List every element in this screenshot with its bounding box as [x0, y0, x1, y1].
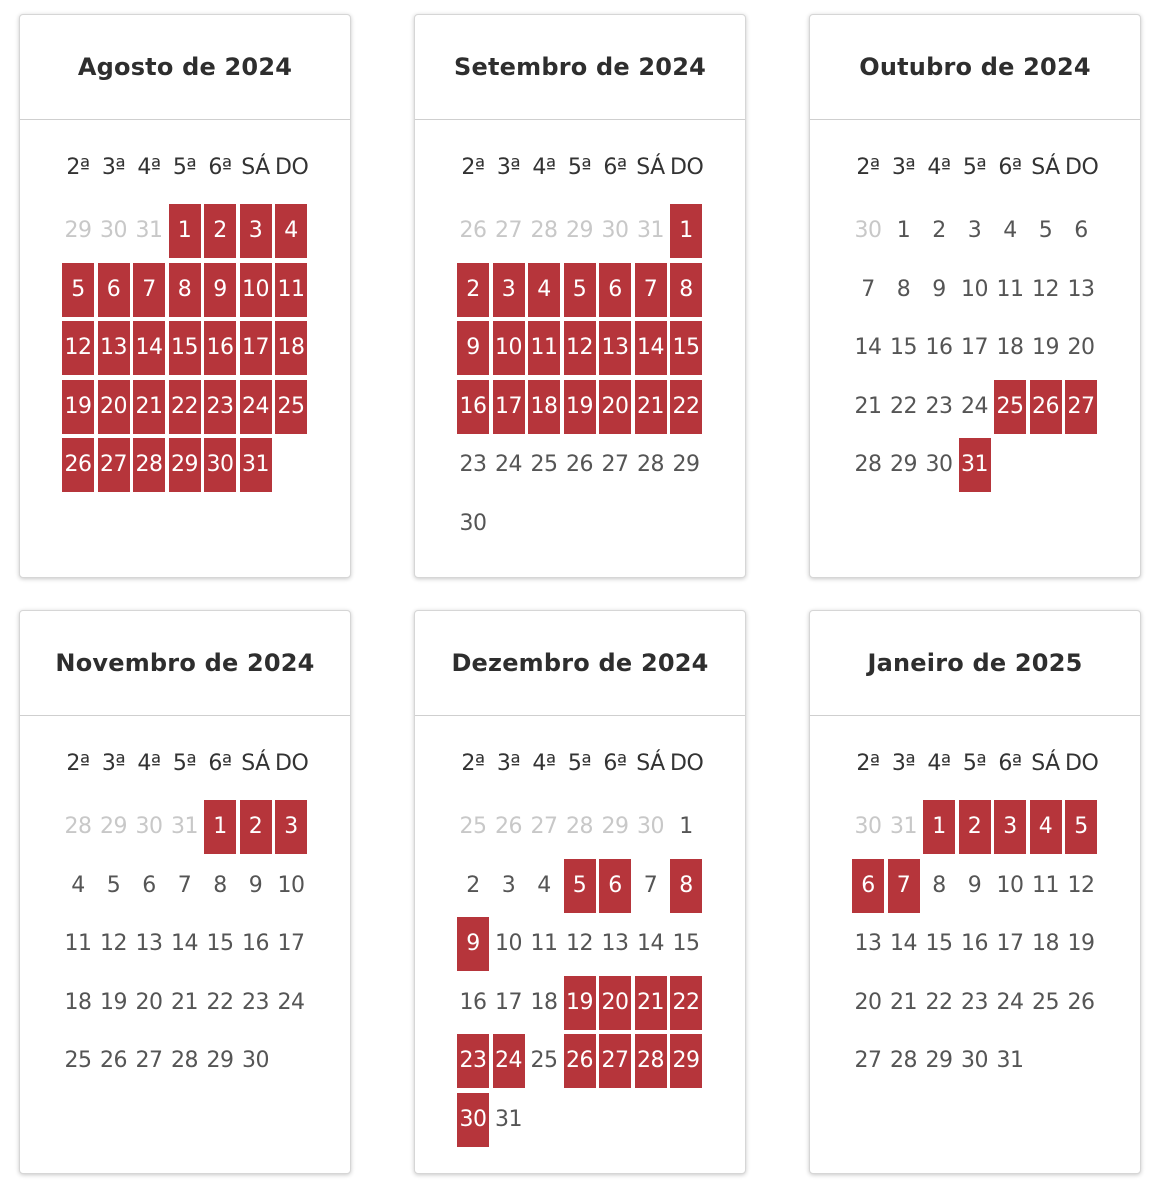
day-cell-other-month: 29	[566, 218, 593, 243]
day-cell-highlighted[interactable]: 29	[169, 438, 201, 492]
day-cell-highlighted[interactable]: 26	[564, 1034, 596, 1088]
day-cell[interactable]: 20	[1067, 335, 1095, 360]
day-cell[interactable]: 15	[925, 931, 953, 956]
weekday-label: SÁ	[636, 751, 665, 776]
day-cell[interactable]: 10	[961, 276, 988, 302]
day-cell[interactable]: 13	[601, 931, 629, 956]
day-cell-other-month: 30	[100, 218, 127, 243]
day-cell[interactable]: 4	[71, 872, 85, 898]
weekday-label: 2ª	[66, 155, 90, 180]
day-cell[interactable]: 18	[1032, 931, 1059, 956]
day-cell[interactable]: 30	[459, 510, 487, 536]
month-title: Agosto de 2024	[20, 15, 350, 120]
day-cell-highlighted[interactable]: 14	[635, 321, 667, 375]
day-cell-highlighted[interactable]: 31	[959, 438, 991, 492]
day-cell[interactable]: 12	[1032, 276, 1059, 302]
day-cell[interactable]: 13	[854, 931, 882, 956]
day-cell-other-month: 30	[854, 218, 882, 243]
day-cell-highlighted[interactable]: 12	[62, 321, 94, 375]
day-cell[interactable]: 28	[854, 452, 882, 477]
day-cell-highlighted[interactable]: 2	[204, 204, 236, 258]
day-cell[interactable]: 13	[1067, 276, 1095, 302]
day-cell-highlighted[interactable]: 9	[204, 263, 236, 317]
day-cell-highlighted[interactable]: 5	[62, 263, 94, 317]
day-cell-highlighted[interactable]: 19	[62, 380, 94, 434]
day-cell-highlighted[interactable]: 13	[98, 321, 130, 375]
day-cell-highlighted[interactable]: 12	[564, 321, 596, 375]
day-cell[interactable]: 15	[206, 931, 234, 956]
day-cell-highlighted[interactable]: 6	[599, 859, 631, 913]
day-cell-highlighted[interactable]: 5	[564, 859, 596, 913]
day-cell[interactable]: 17	[277, 931, 305, 956]
day-cell[interactable]: 1	[896, 218, 911, 243]
weekday-label: 5ª	[172, 155, 197, 180]
weekday-label: 4ª	[137, 751, 161, 776]
day-cell-other-month: 29	[100, 814, 127, 839]
weekday-label: 5ª	[567, 155, 592, 180]
weekday-label: 6ª	[208, 751, 232, 776]
day-cell[interactable]: 27	[601, 452, 629, 477]
day-cell-highlighted[interactable]: 23	[204, 380, 236, 434]
day-cell[interactable]: 19	[100, 989, 127, 1015]
day-cell-highlighted[interactable]: 23	[457, 1034, 489, 1088]
day-cell-highlighted[interactable]: 25	[994, 380, 1026, 434]
day-cell[interactable]: 10	[495, 931, 522, 956]
day-cell[interactable]: 30	[961, 1048, 988, 1073]
day-cell-highlighted[interactable]: 7	[888, 859, 920, 913]
day-cell[interactable]: 8	[213, 872, 227, 898]
weekday-label: 6ª	[603, 155, 627, 180]
day-cell[interactable]: 10	[277, 872, 305, 898]
day-cell[interactable]: 30	[925, 452, 953, 477]
weekday-label: DO	[1065, 751, 1099, 776]
day-cell[interactable]: 20	[854, 989, 882, 1015]
weekday-label: 6ª	[998, 751, 1022, 776]
weekday-label: 3ª	[891, 751, 916, 776]
day-cell[interactable]: 29	[925, 1048, 953, 1073]
day-cell-highlighted[interactable]: 13	[599, 321, 631, 375]
day-cell[interactable]: 16	[459, 989, 487, 1015]
weekday-label: 3ª	[101, 155, 126, 180]
day-cell-other-month: 28	[64, 814, 92, 839]
weekday-label: 2ª	[856, 751, 880, 776]
month-title: Janeiro de 2025	[810, 611, 1140, 716]
day-cell-other-month: 30	[854, 814, 882, 839]
day-cell[interactable]: 14	[890, 931, 917, 956]
day-cell[interactable]: 17	[961, 335, 988, 360]
day-cell[interactable]: 23	[925, 393, 953, 419]
weekday-label: 3ª	[101, 751, 126, 776]
day-cell[interactable]: 7	[177, 872, 192, 898]
day-cell-highlighted[interactable]: 22	[670, 380, 702, 434]
day-cell[interactable]: 22	[206, 989, 234, 1015]
weekday-label: 4ª	[137, 155, 161, 180]
day-cell-highlighted[interactable]: 7	[635, 263, 667, 317]
month-card-4	[414, 610, 746, 1174]
day-cell-other-month: 31	[171, 814, 198, 839]
month-card-0	[19, 14, 351, 578]
day-cell[interactable]: 25	[530, 1048, 558, 1073]
day-cell-other-month: 31	[135, 218, 163, 243]
day-cell[interactable]: 31	[495, 1106, 522, 1132]
month-card-2	[809, 14, 1141, 578]
day-cell-highlighted[interactable]: 6	[599, 263, 631, 317]
day-cell-highlighted[interactable]: 26	[1030, 380, 1062, 434]
day-cell-highlighted[interactable]: 24	[493, 1034, 525, 1088]
day-cell-other-month: 31	[890, 814, 917, 839]
day-cell[interactable]: 8	[932, 872, 946, 898]
day-cell[interactable]: 18	[64, 989, 92, 1015]
day-cell[interactable]: 21	[171, 989, 198, 1015]
day-cell-highlighted[interactable]: 15	[670, 321, 702, 375]
day-cell-highlighted[interactable]: 5	[564, 263, 596, 317]
day-cell[interactable]: 6	[142, 872, 156, 898]
weekday-label: 4ª	[927, 751, 951, 776]
day-cell[interactable]: 14	[854, 335, 882, 360]
day-cell[interactable]: 11	[1032, 872, 1059, 898]
weekday-label: 6ª	[208, 155, 232, 180]
day-cell-highlighted[interactable]: 6	[852, 859, 884, 913]
weekday-label: DO	[275, 751, 309, 776]
day-cell-other-month: 27	[495, 218, 522, 243]
weekday-label: 3ª	[496, 751, 521, 776]
weekday-label: SÁ	[241, 155, 270, 180]
day-cell-highlighted[interactable]: 1	[204, 800, 236, 854]
weekday-label: SÁ	[1031, 155, 1060, 180]
weekday-label: 5ª	[172, 751, 197, 776]
day-cell[interactable]: 24	[495, 452, 522, 477]
weekday-label: 2ª	[461, 155, 485, 180]
day-cell[interactable]: 19	[1032, 335, 1059, 360]
day-cell-other-month: 29	[601, 814, 629, 839]
day-cell-highlighted[interactable]: 19	[564, 380, 596, 434]
day-cell-other-month: 25	[459, 814, 487, 839]
day-cell-other-month: 28	[530, 218, 558, 243]
day-cell-highlighted[interactable]: 3	[275, 800, 307, 854]
day-cell[interactable]: 24	[961, 393, 988, 419]
day-cell-highlighted[interactable]: 20	[599, 380, 631, 434]
day-cell-highlighted[interactable]: 28	[635, 1034, 667, 1088]
day-cell[interactable]: 3	[967, 218, 982, 243]
day-cell[interactable]: 28	[637, 452, 664, 477]
month-title: Setembro de 2024	[415, 15, 745, 120]
day-cell[interactable]: 22	[925, 989, 953, 1015]
weekday-label: 3ª	[496, 155, 521, 180]
day-cell[interactable]: 23	[242, 989, 269, 1015]
day-cell-highlighted[interactable]: 21	[635, 976, 667, 1030]
month-title: Novembro de 2024	[20, 611, 350, 716]
day-cell[interactable]: 17	[996, 931, 1024, 956]
day-cell-highlighted[interactable]: 8	[670, 859, 702, 913]
weekday-label: 2ª	[461, 751, 485, 776]
month-card-5	[809, 610, 1141, 1174]
weekday-label: SÁ	[636, 155, 665, 180]
month-card-1	[414, 14, 746, 578]
day-cell-highlighted[interactable]: 21	[133, 380, 165, 434]
day-cell-highlighted[interactable]: 4	[275, 204, 307, 258]
day-cell[interactable]: 24	[277, 989, 305, 1015]
day-cell[interactable]: 26	[1067, 989, 1095, 1015]
weekday-label: DO	[275, 155, 309, 180]
day-cell[interactable]: 31	[996, 1048, 1024, 1073]
day-cell-highlighted[interactable]: 4	[1030, 800, 1062, 854]
weekday-label: 4ª	[532, 155, 556, 180]
weekday-label: 5ª	[567, 751, 592, 776]
day-cell[interactable]: 18	[530, 989, 558, 1015]
weekday-label: 2ª	[856, 155, 880, 180]
day-cell-other-month: 30	[637, 814, 664, 839]
day-cell[interactable]: 18	[996, 335, 1024, 360]
day-cell-highlighted[interactable]: 9	[457, 321, 489, 375]
weekday-label: 5ª	[962, 155, 987, 180]
day-cell-highlighted[interactable]: 27	[1065, 380, 1097, 434]
day-cell[interactable]: 8	[896, 276, 911, 302]
day-cell-highlighted[interactable]: 10	[240, 263, 272, 317]
weekday-label: 2ª	[66, 751, 90, 776]
day-cell-highlighted[interactable]: 20	[599, 976, 631, 1030]
day-cell-highlighted[interactable]: 31	[240, 438, 272, 492]
day-cell[interactable]: 28	[890, 1048, 917, 1073]
weekday-label: 4ª	[927, 155, 951, 180]
day-cell-highlighted[interactable]: 26	[62, 438, 94, 492]
day-cell-highlighted[interactable]: 11	[275, 263, 307, 317]
day-cell-highlighted[interactable]: 2	[959, 800, 991, 854]
day-cell[interactable]: 4	[537, 872, 551, 898]
day-cell-highlighted[interactable]: 3	[240, 204, 272, 258]
day-cell-highlighted[interactable]: 16	[204, 321, 236, 375]
day-cell[interactable]: 11	[64, 931, 92, 956]
day-cell[interactable]: 26	[566, 452, 593, 477]
day-cell[interactable]: 10	[996, 872, 1024, 898]
day-cell-highlighted[interactable]: 28	[133, 438, 165, 492]
day-cell-highlighted[interactable]: 10	[493, 321, 525, 375]
day-cell-highlighted[interactable]: 16	[457, 380, 489, 434]
day-cell-highlighted[interactable]: 17	[493, 380, 525, 434]
day-cell[interactable]: 14	[171, 931, 198, 956]
day-cell[interactable]: 12	[566, 931, 593, 956]
day-cell[interactable]: 16	[961, 931, 988, 956]
day-cell-other-month: 27	[530, 814, 558, 839]
day-cell[interactable]: 25	[1032, 989, 1059, 1015]
day-cell[interactable]: 17	[495, 989, 522, 1015]
day-cell[interactable]: 19	[1067, 931, 1095, 956]
weekday-label: 4ª	[532, 751, 556, 776]
day-cell-highlighted[interactable]: 4	[528, 263, 560, 317]
month-title: Outubro de 2024	[810, 15, 1140, 120]
day-cell-highlighted[interactable]: 1	[169, 204, 201, 258]
day-cell-highlighted[interactable]: 3	[994, 800, 1026, 854]
day-cell-highlighted[interactable]: 27	[98, 438, 130, 492]
day-cell[interactable]: 15	[672, 931, 700, 956]
day-cell-highlighted[interactable]: 8	[670, 263, 702, 317]
day-cell[interactable]: 2	[466, 872, 480, 898]
day-cell[interactable]: 11	[530, 931, 558, 956]
day-cell[interactable]: 5	[1038, 218, 1053, 243]
day-cell[interactable]: 28	[171, 1048, 198, 1073]
day-cell-highlighted[interactable]: 18	[528, 380, 560, 434]
day-cell[interactable]: 9	[932, 276, 946, 302]
day-cell-highlighted[interactable]: 17	[240, 321, 272, 375]
day-cell[interactable]: 20	[135, 989, 163, 1015]
day-cell[interactable]: 15	[890, 335, 917, 360]
weekday-label: 5ª	[962, 751, 987, 776]
day-cell-highlighted[interactable]: 1	[670, 204, 702, 258]
day-cell-highlighted[interactable]: 19	[564, 976, 596, 1030]
month-card-3	[19, 610, 351, 1174]
day-cell-highlighted[interactable]: 24	[240, 380, 272, 434]
day-cell-highlighted[interactable]: 9	[457, 917, 489, 971]
day-cell-other-month: 31	[637, 218, 664, 243]
day-cell[interactable]: 12	[100, 931, 127, 956]
day-cell[interactable]: 12	[1067, 872, 1095, 898]
day-cell-highlighted[interactable]: 18	[275, 321, 307, 375]
day-cell[interactable]: 29	[890, 452, 917, 477]
day-cell-highlighted[interactable]: 6	[98, 263, 130, 317]
day-cell[interactable]: 1	[679, 814, 693, 839]
day-cell[interactable]: 13	[135, 931, 163, 956]
weekday-label: DO	[670, 155, 704, 180]
day-cell-highlighted[interactable]: 22	[169, 380, 201, 434]
day-cell[interactable]: 24	[996, 989, 1024, 1015]
day-cell[interactable]: 25	[530, 452, 558, 477]
day-cell[interactable]: 2	[932, 218, 946, 243]
day-cell-highlighted[interactable]: 14	[133, 321, 165, 375]
day-cell-highlighted[interactable]: 3	[493, 263, 525, 317]
day-cell[interactable]: 27	[135, 1048, 163, 1073]
day-cell-other-month: 28	[566, 814, 593, 839]
day-cell-highlighted[interactable]: 2	[240, 800, 272, 854]
day-cell-highlighted[interactable]: 7	[133, 263, 165, 317]
day-cell[interactable]: 9	[248, 872, 263, 898]
day-cell-highlighted[interactable]: 20	[98, 380, 130, 434]
day-cell-highlighted[interactable]: 1	[923, 800, 955, 854]
day-cell-highlighted[interactable]: 8	[169, 263, 201, 317]
day-cell-highlighted[interactable]: 11	[528, 321, 560, 375]
weekday-label: 6ª	[998, 155, 1022, 180]
day-cell[interactable]: 23	[459, 452, 487, 477]
day-cell[interactable]: 23	[961, 989, 988, 1015]
weekday-label: DO	[670, 751, 704, 776]
day-cell[interactable]: 4	[1003, 218, 1017, 243]
day-cell[interactable]: 27	[854, 1048, 882, 1073]
day-cell-highlighted[interactable]: 29	[670, 1034, 702, 1088]
day-cell-highlighted[interactable]: 30	[204, 438, 236, 492]
day-cell-other-month: 29	[64, 218, 92, 243]
weekday-label: DO	[1065, 155, 1099, 180]
weekday-label: SÁ	[1031, 751, 1060, 776]
day-cell[interactable]: 7	[643, 872, 658, 898]
day-cell[interactable]: 11	[996, 276, 1024, 302]
day-cell[interactable]: 21	[854, 393, 882, 419]
day-cell-other-month: 26	[459, 218, 487, 243]
day-cell[interactable]: 5	[106, 872, 121, 898]
day-cell[interactable]: 16	[925, 335, 953, 360]
weekday-label: SÁ	[241, 751, 270, 776]
day-cell-highlighted[interactable]: 30	[457, 1093, 489, 1147]
day-cell[interactable]: 7	[861, 276, 875, 302]
day-cell-highlighted[interactable]: 27	[599, 1034, 631, 1088]
day-cell[interactable]: 16	[242, 931, 269, 956]
day-cell-highlighted[interactable]: 5	[1065, 800, 1097, 854]
day-cell[interactable]: 25	[64, 1048, 92, 1073]
day-cell-highlighted[interactable]: 21	[635, 380, 667, 434]
weekday-label: 3ª	[891, 155, 916, 180]
day-cell-other-month: 26	[495, 814, 522, 839]
day-cell-highlighted[interactable]: 15	[169, 321, 201, 375]
day-cell-other-month: 30	[601, 218, 629, 243]
day-cell[interactable]: 21	[890, 989, 917, 1015]
day-cell[interactable]: 30	[242, 1048, 269, 1073]
day-cell[interactable]: 26	[100, 1048, 127, 1073]
day-cell[interactable]: 29	[206, 1048, 234, 1073]
month-title: Dezembro de 2024	[415, 611, 745, 716]
day-cell-highlighted[interactable]: 2	[457, 263, 489, 317]
day-cell-highlighted[interactable]: 22	[670, 976, 702, 1030]
weekday-label: 6ª	[603, 751, 627, 776]
day-cell[interactable]: 22	[890, 393, 917, 419]
day-cell-other-month: 30	[135, 814, 163, 839]
day-cell[interactable]: 3	[501, 872, 516, 898]
day-cell[interactable]: 29	[672, 452, 700, 477]
day-cell-highlighted[interactable]: 25	[275, 380, 307, 434]
day-cell[interactable]: 9	[967, 872, 982, 898]
day-cell[interactable]: 6	[1074, 218, 1088, 243]
day-cell[interactable]: 14	[637, 931, 664, 956]
